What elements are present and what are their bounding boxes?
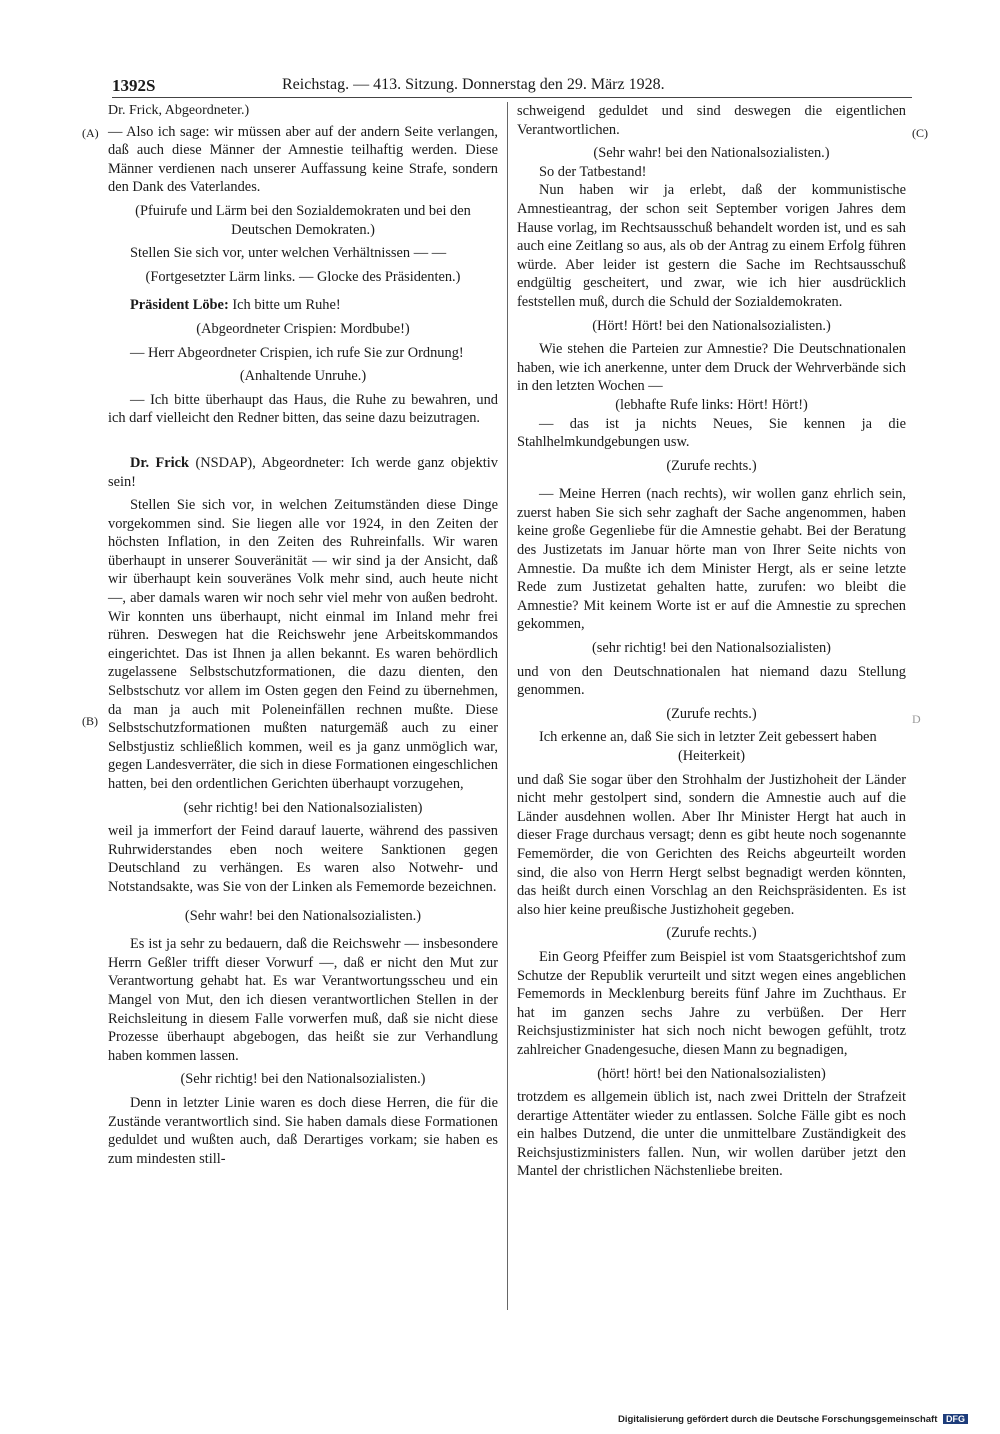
speaker-continuation: Dr. Frick, Abgeordneter.) [108, 103, 250, 118]
interjection: (Heiterkeit) [677, 748, 746, 764]
page-header [112, 74, 912, 98]
paragraph: weil ja immerfort der Feind darauf lauerte, während des passiven Ruhrwiderstandes eben noch weitere Sanktionen gegen Deutschland zu verhängen. Es waren also Notwehr- und Notstandsakte, was Sie von der Linken als Fememorde bezeichnen. [108, 823, 498, 895]
paragraph: Stellen Sie sich vor, in welchen Zeitumständen diese Dinge vorgekommen sind. Sie liegen alle vor 1924, in den Zeiten der höchsten Inflation, in den Zeiten des Ruhreinfalls. Wir waren überhaupt in unserer Souveränität — wir sind ja der Ansicht, daß wir überhaupt kein souveränes Volk mehr sind, auch heute nicht —, aber damals waren wir noch sehr viel mehr von außen bedroht. Wir konnten uns überhaupt, nicht einmal im Inland mehr frei rühren. Deswegen hat die Reichswehr jene Arbeitskommandos eingerichtet. Das ist Ihnen ja allen bekannt. Es waren behördlich zugelassene Selbstschutzformationen, die dazu dienten, den Selbstschutz vor allem im Osten gegen den Feind zu übernehmen, da man ja auch mit Poleneinfällen rechnen mußte. Diese Selbstschutzformationen mußten naturgemäß auch zu einer Selbstjustiz schließlich kommen, weil es ja ganz unmöglich war, gegen Landesverräter, die sich in diese Formationen eingeschlichen hatten, bei den ordentlichen Gerichten überhaupt vorzugehen, [108, 497, 498, 792]
paragraph: Nun haben wir ja erlebt, daß der kommunistische Amnestieantrag, der schon seit September vorigen Jahres dem Hause vorlag, im Rechtsausschuß behandelt worden ist, und es sah auch eine Zeitlang so aus, als ob der Antrag zu einem Erfolg führen würde. Aber leider ist gestern die Sache im Rechtsausschuß endgültig gescheitert, und zwar, wie ich hier ausdrücklich feststellen muß, durch die Schuld der Sozialdemokraten. [517, 182, 906, 310]
margin-marker-d: D [912, 712, 921, 726]
interjection: (Sehr wahr! bei den Nationalsozialisten.) [184, 907, 422, 924]
paragraph: — das ist ja nichts Neues, Sie kennen ja die Stahlhelmkundgebungen usw. [517, 415, 906, 451]
paragraph: — Ich bitte überhaupt das Haus, die Ruhe zu bewahren, und ich darf vielleicht den Redner bitten, das seine dazu beizutragen. [108, 391, 498, 427]
interjection: (lebhafte Rufe links: Hört! Hört!) [615, 396, 808, 413]
interjection: (Zurufe rechts.) [666, 705, 757, 722]
paragraph: und daß Sie sogar über den Strohhalm der Justizhoheit der Länder nicht mehr gestolpert sind, sondern die Amnestie auch auf die Länder ausdehnen wollen. Aber Ihr Minister Hergt hat auch in dieser Frage durchaus versagt; denn es gibt heute noch sogenannte Fememörder, die von Gerichten des Reichs abgeurteilt worden sind, die also von Herrn Hergt selbst begnadigt werden könnten, das heißt durch einen Vorschlag an den Reichspräsidenten. Es ist also hier keine preußische Justizhoheit gegeben. [517, 771, 906, 918]
interjection: (Pfuirufe und Lärm bei den Sozialdemokraten und bei den Deutschen Demokraten.) [135, 202, 471, 238]
dfg-logo: DFG [943, 1414, 968, 1424]
interjection: (Sehr richtig! bei den Nationalsozialisten.) [180, 1071, 426, 1088]
interjection: (Zurufe rechts.) [666, 457, 757, 474]
paragraph: Denn in letzter Linie waren es doch diese Herren, die für die Zustände verantwortlich sind. Sie haben damals diese Formationen geduldet und wußten auch, daß Derartiges vorkam; sie haben es zum mindesten still- [108, 1094, 498, 1167]
interjection: (Fortgesetzter Lärm links. — Glocke des Präsidenten.) [145, 268, 461, 285]
speaker-name: Präsident Löbe: [130, 297, 229, 314]
president-statement [108, 296, 498, 315]
digitization-credit [618, 1414, 968, 1425]
speaker-statement [108, 454, 498, 491]
interjection: (Abgeordneter Crispien: Mordbube!) [196, 320, 410, 337]
paragraph: — Also ich sage: wir müssen aber auf der andern Seite verlangen, daß auch diese Männer der Amnestie teilhaftig werden. Diese Männer verdienen nach unserer Auffassung keine Strafe, sondern den Dank des Vaterlandes. [108, 123, 498, 196]
paragraph: trotzdem es allgemein üblich ist, nach zwei Dritteln der Strafzeit derartige Attentäter wieder zu entlassen. Solche Fälle gibt es noch ein halbes Dutzend, die unter die unmittelbare Zuständigkeit des Reichsjustizministers fallen. Nun, wir wollen darüber jetzt den Mantel der christlichen Nächstenliebe breiten. [517, 1089, 906, 1180]
paragraph: Wie stehen die Parteien zur Amnestie? Die Deutschnationalen haben, wie ich anerkenne, unter dem Druck der Wehrverbände sich in den letzten Wochen — [517, 341, 906, 395]
paragraph: Stellen Sie sich vor, unter welchen Verhältnissen — — [130, 245, 447, 262]
paragraph: schweigend geduldet und sind deswegen die eigentlichen Verantwortlichen. [517, 103, 906, 138]
interjection: (Zurufe rechts.) [666, 925, 757, 942]
paragraph: So der Tatbestand! [539, 163, 647, 180]
right-column [517, 102, 906, 1181]
statement-text: Ich bitte um Ruhe! [232, 297, 341, 314]
credit-text: Digitalisierung gefördert durch die Deutsche Forschungsgemeinschaft [618, 1414, 938, 1425]
margin-marker-c: (C) [912, 126, 928, 140]
page-number: 1392S [112, 76, 156, 95]
interjection: (sehr richtig! bei den Nationalsozialisten) [183, 799, 423, 816]
paragraph: Es ist ja sehr zu bedauern, daß die Reichswehr — insbesondere Herrn Geßler trifft dieser Vorwurf —, daß er nicht den Mut zur Verantwortung gehabt hat. Es war Verantwortungsscheu und ein Mangel von Mut, den ich diesen verantwortlichen Stellen in der Reichsleitung in diesem Falle vorwerfen muß, daß sie nicht diese Prozesse überhaupt abgebogen, das heißt sie zur Verhandlung haben kommen lassen. [108, 936, 498, 1064]
statement-text: (NSDAP), Abgeordneter: Ich werde ganz objektiv sein! [108, 454, 498, 490]
speaker-name: Dr. Frick [130, 454, 190, 471]
column-divider [507, 102, 508, 1310]
margin-marker-b: (B) [82, 714, 98, 728]
header-rule [112, 97, 912, 98]
margin-marker-a: (A) [82, 126, 99, 140]
interjection: (Anhaltende Unruhe.) [239, 368, 367, 385]
paragraph: — Meine Herren (nach rechts), wir wollen ganz ehrlich sein, zuerst haben Sie sich sehr zaghaft der Sache angenommen, haben keine große Gegenliebe für die Amnestie gehabt. Bei der Beratung des Justizetats im Januar hörte man von Ihrer Seite nichts von Amnestie. Da mußte ich dem Minister Hergt, als er seine letzte Rede zum Justizetat gehalten hatte, zurufen: wo bleibt die Amnestie? Mit keinem Worte ist er auf die Amnestie zu sprechen gekommen, [517, 486, 906, 633]
running-title: Reichstag. — 413. Sitzung. Donnerstag den 29. März 1928. [282, 76, 665, 93]
interjection: (Sehr wahr! bei den Nationalsozialisten.) [593, 145, 830, 162]
interjection: (sehr richtig! bei den Nationalsozialisten) [592, 640, 831, 657]
interjection: (Hört! Hört! bei den Nationalsozialisten.) [592, 317, 831, 334]
paragraph: Ich erkenne an, daß Sie sich in letzter Zeit gebessert haben [539, 729, 877, 746]
paragraph: und von den Deutschnationalen hat niemand dazu Stellung genommen. [517, 663, 906, 699]
left-column [108, 102, 498, 1168]
paragraph: — Herr Abgeordneter Crispien, ich rufe Sie zur Ordnung! [130, 344, 464, 361]
interjection: (hört! hört! bei den Nationalsozialisten) [597, 1065, 826, 1082]
paragraph: Ein Georg Pfeiffer zum Beispiel ist vom Staatsgerichtshof zum Schutze der Republik verurteilt und sitzt wegen eines angeblichen Fememords in Mecklenburg bereits fünf Jahre im Zuchthaus. Er hat im ganzen sechs Jahre zu verbüßen. Der Herr Reichsjustizminister hat sich noch nicht bewogen gefühlt, trotz zahlreicher Gnadengesuche, diesen Mann zu begnadigen, [517, 948, 906, 1058]
